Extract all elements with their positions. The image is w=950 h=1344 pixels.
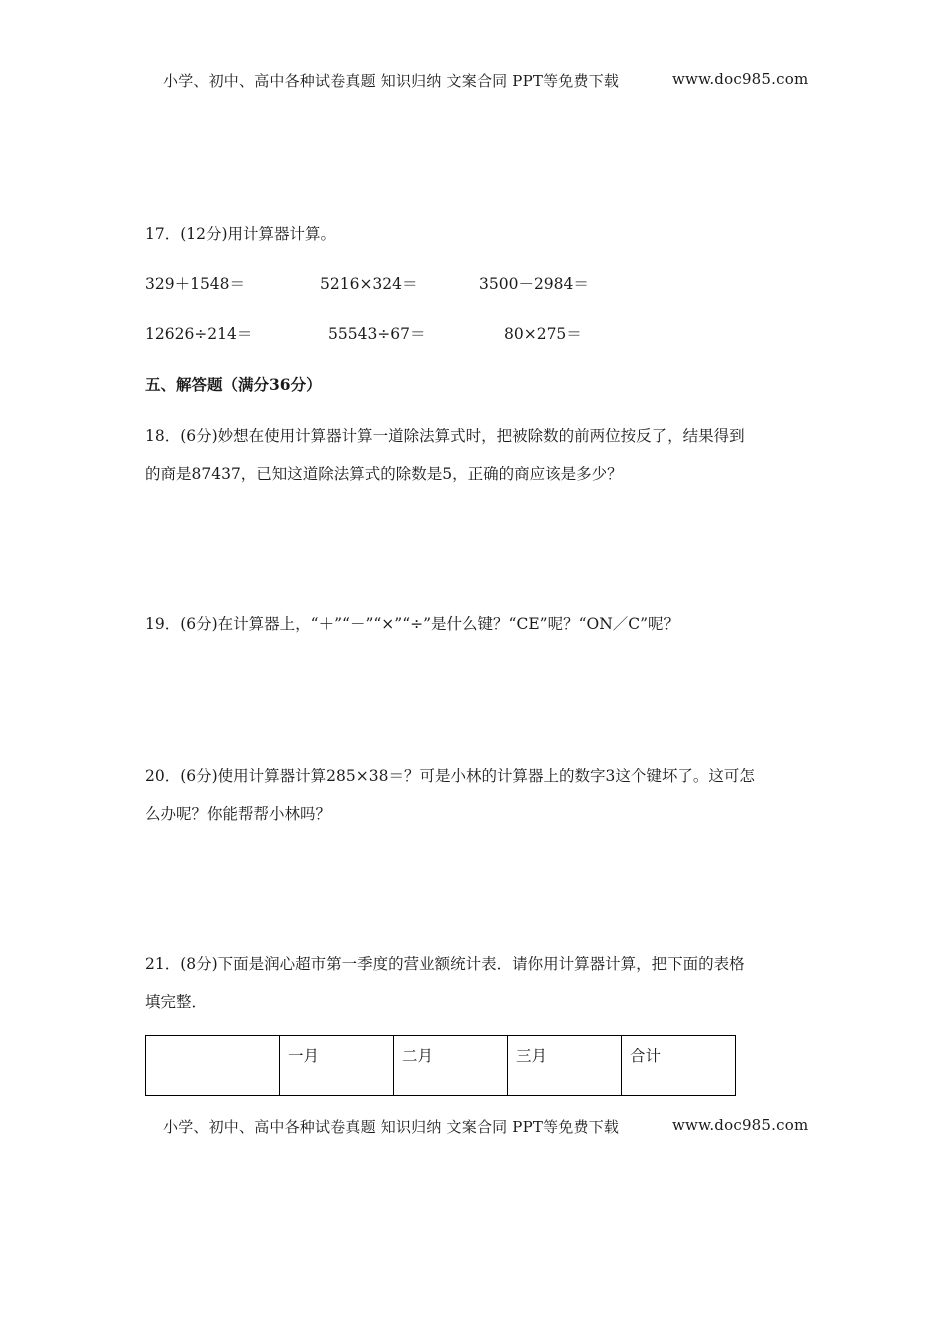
section-5-title: 五、解答题（满分36分） xyxy=(145,375,322,394)
header-url: www.doc985.com xyxy=(672,70,809,88)
q17-expr-3: 3500－2984＝ xyxy=(479,275,589,293)
question-20-line-2: 么办呢？你能帮帮小林吗？ xyxy=(145,805,332,823)
q17-expr-1: 329＋1548＝ xyxy=(145,275,246,293)
sales-table xyxy=(145,1035,736,1096)
table-header-cell xyxy=(146,1036,280,1096)
question-17-title: 17．(12分)用计算器计算。 xyxy=(145,225,337,243)
q17-expr-2: 5216×324＝ xyxy=(320,275,418,293)
question-18-line-2: 的商是87437，已知这道除法算式的除数是5，正确的商应该是多少？ xyxy=(145,465,623,483)
table-header-cell: 三月 xyxy=(508,1036,622,1096)
table-header-cell: 一月 xyxy=(280,1036,394,1096)
q17-expr-6: 80×275＝ xyxy=(504,325,582,343)
page-footer xyxy=(163,1116,619,1137)
q17-expr-4: 12626÷214＝ xyxy=(145,325,253,343)
question-21-line-2: 填完整． xyxy=(145,993,208,1011)
q17-expr-5: 55543÷67＝ xyxy=(328,325,426,343)
question-21-line-1: 21．(8分)下面是润心超市第一季度的营业额统计表．请你用计算器计算，把下面的表格 xyxy=(145,955,745,973)
header-text: 小学、初中、高中各种试卷真题 知识归纳 文案合同 PPT等免费下载 xyxy=(163,72,620,90)
page-header xyxy=(163,70,619,91)
table-header-cell: 二月 xyxy=(394,1036,508,1096)
table-header-cell: 合计 xyxy=(622,1036,736,1096)
question-19-line-1: 19．(6分)在计算器上，“＋”“－”“×”“÷”是什么键？“CE”呢？“ON／C”呢？ xyxy=(145,615,680,633)
footer-url: www.doc985.com xyxy=(672,1116,809,1134)
table-header-row xyxy=(146,1036,736,1096)
question-20-line-1: 20．(6分)使用计算器计算285×38＝？可是小林的计算器上的数字3这个键坏了。这可怎 xyxy=(145,767,755,785)
question-18-line-1: 18．(6分)妙想在使用计算器计算一道除法算式时，把被除数的前两位按反了，结果得到 xyxy=(145,427,745,445)
footer-text: 小学、初中、高中各种试卷真题 知识归纳 文案合同 PPT等免费下载 xyxy=(163,1118,620,1136)
